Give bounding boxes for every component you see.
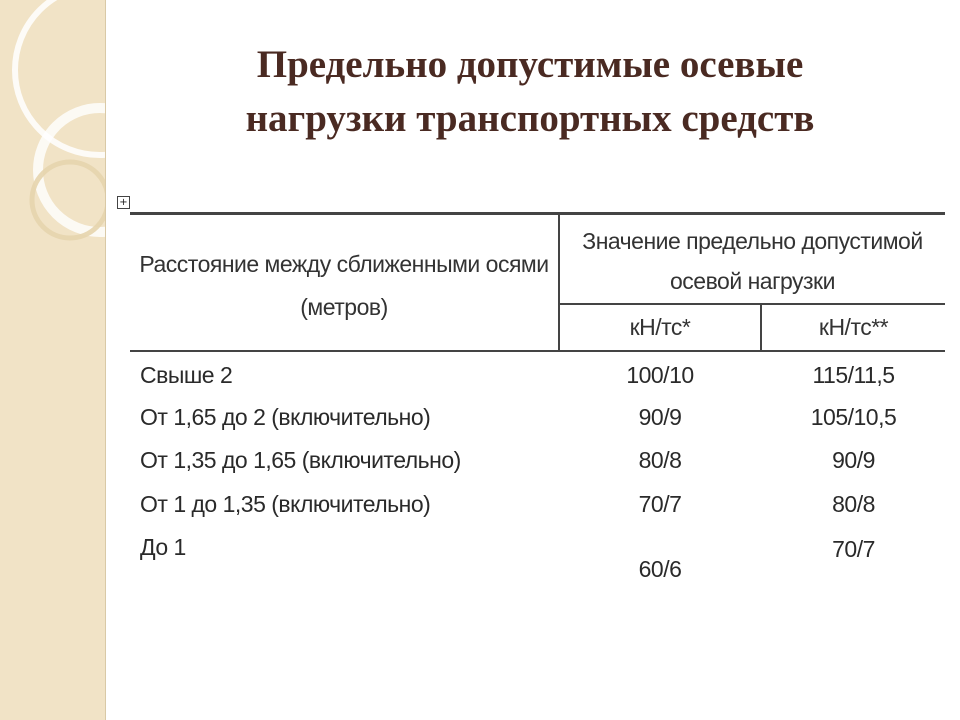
header-mid-rule xyxy=(558,303,945,305)
decorative-side-band xyxy=(0,0,106,720)
row-5-value-1: 60/6 xyxy=(638,556,682,582)
row-3-value-1: 80/8 xyxy=(638,447,682,473)
header-distance-line-2: (метров) xyxy=(300,294,388,320)
header-value-line-1: Значение предельно допустимой xyxy=(582,228,923,254)
header-bottom-rule xyxy=(130,350,945,352)
decorative-circles xyxy=(0,0,105,720)
row-2-distance: От 1,65 до 2 (включительно) xyxy=(140,404,431,430)
header-value-line-2: осевой нагрузки xyxy=(670,268,835,294)
row-1-value-2: 115/11,5 xyxy=(812,362,895,388)
row-1-value-1: 100/10 xyxy=(626,362,694,388)
slide-title-line-2: нагрузки транспортных средств xyxy=(245,97,815,140)
row-4-distance: От 1 до 1,35 (включительно) xyxy=(140,491,431,517)
row-1-distance: Свыше 2 xyxy=(140,362,233,388)
table-top-rule xyxy=(130,212,945,215)
row-2-value-2: 105/10,5 xyxy=(810,404,897,430)
row-4-value-2: 80/8 xyxy=(832,491,875,517)
row-3-distance: От 1,35 до 1,65 (включительно) xyxy=(140,447,461,473)
header-unit-1: кН/тс* xyxy=(629,314,691,340)
header-unit-2: кН/тс** xyxy=(818,314,889,340)
row-3-value-2: 90/9 xyxy=(832,447,875,473)
row-2-value-1: 90/9 xyxy=(638,404,682,430)
slide-title xyxy=(150,38,910,146)
slide-title-line-1: Предельно допустимые осевые xyxy=(256,43,804,86)
axle-load-table xyxy=(130,212,945,602)
row-5-value-2: 70/7 xyxy=(832,536,875,562)
header-distance-line-1: Расстояние между сближенными осями xyxy=(139,251,549,277)
row-4-value-1: 70/7 xyxy=(638,491,682,517)
row-5-distance: До 1 xyxy=(140,534,186,560)
move-handle-icon[interactable]: + xyxy=(117,196,130,209)
